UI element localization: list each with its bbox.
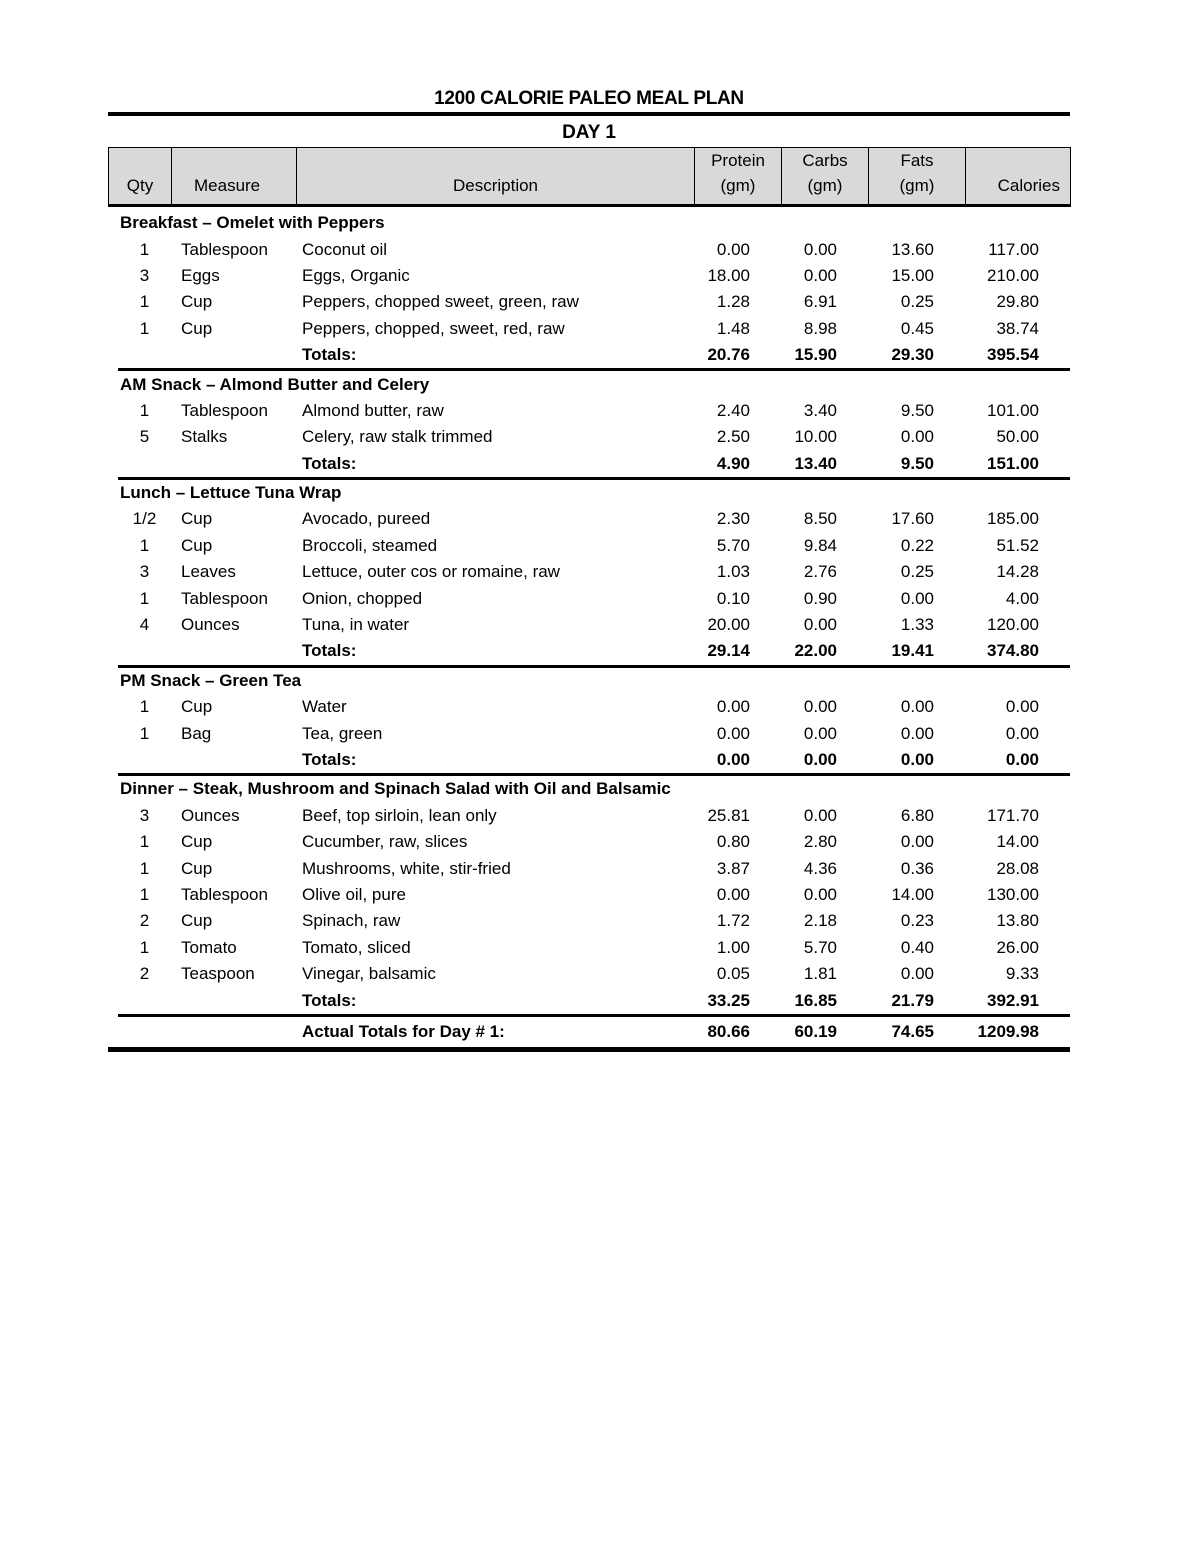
description-cell: Almond butter, raw [302, 400, 444, 420]
empty-cell [118, 638, 171, 666]
fats-cell: 14.00 [891, 884, 934, 904]
fats-cell: 0.00 [900, 832, 934, 852]
carbs-total: 13.40 [781, 451, 868, 479]
section-totals-row [108, 342, 1070, 370]
spacer-cell [108, 908, 118, 934]
spacer-cell [108, 236, 118, 262]
spacer-cell [108, 533, 118, 559]
carbs-cell: 9.84 [803, 535, 837, 555]
spacer-cell [108, 855, 118, 881]
calories-cell: 101.00 [987, 400, 1039, 420]
fats-cell: 0.00 [900, 964, 934, 984]
calories-total: 151.00 [965, 451, 1070, 479]
food-item-row [108, 694, 1070, 720]
measure-cell: Cup [181, 535, 213, 555]
carbs-cell: 10.00 [794, 427, 837, 447]
header-protein: Protein (gm) [695, 148, 782, 206]
meal-plan-table [108, 210, 1070, 1052]
description-cell: Lettuce, outer cos or romaine, raw [302, 562, 560, 582]
description-cell: Tomato, sliced [302, 937, 411, 957]
spacer-cell [108, 316, 118, 342]
description-cell: Spinach, raw [302, 911, 401, 931]
carbs-cell: 4.36 [803, 858, 837, 878]
description-cell: Celery, raw stalk trimmed [302, 427, 493, 447]
spacer-cell [108, 451, 118, 479]
protein-cell: 0.10 [716, 588, 750, 608]
spacer-cell [108, 289, 118, 315]
carbs-cell: 5.70 [803, 937, 837, 957]
calories-total: 0.00 [965, 747, 1070, 775]
protein-cell: 3.87 [716, 858, 750, 878]
protein-cell: 1.00 [716, 937, 750, 957]
header-description: Description [297, 148, 695, 206]
carbs-cell: 0.00 [803, 805, 837, 825]
qty-cell: 1 [139, 884, 150, 904]
measure-cell: Ounces [181, 805, 240, 825]
description-cell: Vinegar, balsamic [302, 964, 436, 984]
calories-cell: 185.00 [987, 509, 1039, 529]
measure-cell: Tablespoon [181, 588, 268, 608]
calories-total: 392.91 [965, 987, 1070, 1015]
calories-cell: 51.52 [996, 535, 1039, 555]
qty-cell: 1 [139, 858, 150, 878]
carbs-cell: 1.81 [803, 964, 837, 984]
grand-total-label: Actual Totals for Day # 1: [294, 1015, 694, 1049]
fats-cell: 0.25 [900, 292, 934, 312]
carbs-cell: 0.90 [803, 588, 837, 608]
spacer-cell [108, 398, 118, 424]
spacer-cell [108, 478, 118, 506]
spacer-cell [108, 829, 118, 855]
spacer-cell [108, 961, 118, 987]
spacer-cell [108, 720, 118, 746]
carbs-cell: 0.00 [803, 697, 837, 717]
carbs-cell: 0.00 [803, 723, 837, 743]
section-totals-row [108, 451, 1070, 479]
section-title-row [108, 210, 1070, 236]
calories-cell: 210.00 [987, 265, 1039, 285]
column-header-table [108, 147, 1071, 207]
fats-total: 21.79 [868, 987, 965, 1015]
grand-total-fats: 74.65 [868, 1015, 965, 1049]
food-item-row [108, 961, 1070, 987]
calories-cell: 28.08 [996, 858, 1039, 878]
protein-cell: 0.00 [716, 239, 750, 259]
description-cell: Coconut oil [302, 239, 388, 259]
fats-cell: 13.60 [891, 239, 934, 259]
section-totals-row [108, 747, 1070, 775]
carbs-cell: 2.76 [803, 562, 837, 582]
spacer-cell [108, 1015, 118, 1049]
header-calories: Calories [966, 148, 1071, 206]
food-item-row [108, 612, 1070, 638]
carbs-cell: 3.40 [803, 400, 837, 420]
carbs-cell: 2.80 [803, 832, 837, 852]
measure-cell: Cup [181, 292, 213, 312]
fats-cell: 9.50 [900, 400, 934, 420]
protein-total: 33.25 [694, 987, 781, 1015]
spacer-cell [108, 424, 118, 450]
description-cell: Beef, top sirloin, lean only [302, 805, 497, 825]
fats-cell: 17.60 [891, 509, 934, 529]
measure-cell: Cup [181, 858, 213, 878]
grand-total-carbs: 60.19 [781, 1015, 868, 1049]
calories-cell: 14.28 [996, 562, 1039, 582]
protein-cell: 1.48 [716, 318, 750, 338]
measure-cell: Eggs [181, 265, 220, 285]
spacer-cell [108, 210, 118, 236]
empty-cell [171, 1015, 294, 1049]
measure-cell: Tablespoon [181, 884, 268, 904]
qty-cell: 1 [139, 318, 150, 338]
calories-total: 395.54 [965, 342, 1070, 370]
spacer-cell [108, 775, 118, 803]
totals-label: Totals: [294, 747, 694, 775]
measure-cell: Cup [181, 911, 213, 931]
measure-cell: Leaves [181, 562, 236, 582]
qty-cell: 1 [139, 535, 150, 555]
food-item-row [108, 908, 1070, 934]
description-cell: Peppers, chopped, sweet, red, raw [302, 318, 565, 338]
description-cell: Onion, chopped [302, 588, 423, 608]
section-title: Breakfast – Omelet with Peppers [120, 213, 385, 233]
food-item-row [108, 533, 1070, 559]
description-cell: Avocado, pureed [302, 509, 431, 529]
spacer-cell [108, 694, 118, 720]
food-item-row [108, 398, 1070, 424]
food-item-row [108, 316, 1070, 342]
qty-cell: 1 [139, 832, 150, 852]
carbs-total: 22.00 [781, 638, 868, 666]
empty-cell [171, 747, 294, 775]
fats-cell: 0.22 [900, 535, 934, 555]
header-carbs: Carbs (gm) [782, 148, 869, 206]
food-item-row [108, 236, 1070, 262]
food-item-row [108, 263, 1070, 289]
empty-cell [171, 638, 294, 666]
spacer-cell [108, 638, 118, 666]
protein-cell: 0.05 [716, 964, 750, 984]
calories-cell: 38.74 [996, 318, 1039, 338]
protein-cell: 20.00 [707, 615, 750, 635]
section-title: AM Snack – Almond Butter and Celery [120, 374, 430, 394]
spacer-cell [108, 370, 118, 398]
food-item-row [108, 424, 1070, 450]
protein-total: 4.90 [694, 451, 781, 479]
header-qty: Qty [109, 148, 172, 206]
food-item-row [108, 803, 1070, 829]
qty-cell: 1 [139, 588, 150, 608]
protein-total: 29.14 [694, 638, 781, 666]
qty-cell: 1 [139, 723, 150, 743]
carbs-cell: 0.00 [803, 265, 837, 285]
measure-cell: Tablespoon [181, 239, 268, 259]
protein-total: 20.76 [694, 342, 781, 370]
fats-cell: 1.33 [900, 615, 934, 635]
calories-cell: 29.80 [996, 292, 1039, 312]
spacer-cell [108, 803, 118, 829]
food-item-row [108, 935, 1070, 961]
calories-cell: 14.00 [996, 832, 1039, 852]
food-item-row [108, 585, 1070, 611]
fats-cell: 0.00 [900, 588, 934, 608]
measure-cell: Tablespoon [181, 400, 268, 420]
qty-cell: 1 [139, 697, 150, 717]
food-item-row [108, 829, 1070, 855]
header-row [109, 148, 1071, 206]
spacer-cell [108, 612, 118, 638]
protein-cell: 1.72 [716, 911, 750, 931]
measure-cell: Bag [181, 723, 212, 743]
qty-cell: 4 [139, 615, 150, 635]
fats-cell: 0.00 [900, 697, 934, 717]
grand-total-row [108, 1015, 1070, 1049]
fats-cell: 0.00 [900, 723, 934, 743]
qty-cell: 1 [139, 400, 150, 420]
fats-cell: 15.00 [891, 265, 934, 285]
calories-cell: 0.00 [1005, 697, 1039, 717]
section-title: Lunch – Lettuce Tuna Wrap [120, 483, 342, 503]
qty-cell: 3 [139, 562, 150, 582]
carbs-cell: 0.00 [803, 615, 837, 635]
calories-cell: 26.00 [996, 937, 1039, 957]
calories-cell: 0.00 [1005, 723, 1039, 743]
title-divider [108, 112, 1070, 116]
fats-cell: 0.25 [900, 562, 934, 582]
calories-cell: 13.80 [996, 911, 1039, 931]
fats-cell: 0.40 [900, 937, 934, 957]
protein-cell: 18.00 [707, 265, 750, 285]
description-cell: Peppers, chopped sweet, green, raw [302, 292, 579, 312]
description-cell: Tea, green [302, 723, 383, 743]
fats-total: 9.50 [868, 451, 965, 479]
spacer-cell [108, 987, 118, 1015]
section-title: Dinner – Steak, Mushroom and Spinach Salad with Oil and Balsamic [120, 779, 671, 799]
spacer-cell [108, 506, 118, 532]
spacer-cell [108, 882, 118, 908]
spacer-cell [108, 342, 118, 370]
qty-cell: 1 [139, 292, 150, 312]
description-cell: Olive oil, pure [302, 884, 406, 904]
qty-cell: 3 [139, 805, 150, 825]
protein-cell: 2.40 [716, 400, 750, 420]
calories-cell: 9.33 [1005, 964, 1039, 984]
page-title: 1200 CALORIE PALEO MEAL PLAN [434, 88, 744, 109]
section-title-row [108, 775, 1070, 803]
measure-cell: Stalks [181, 427, 228, 447]
header-fats: Fats (gm) [869, 148, 966, 206]
grand-total-calories: 1209.98 [965, 1015, 1070, 1049]
carbs-total: 16.85 [781, 987, 868, 1015]
totals-label: Totals: [294, 342, 694, 370]
protein-total: 0.00 [694, 747, 781, 775]
description-cell: Eggs, Organic [302, 265, 410, 285]
carbs-cell: 0.00 [803, 239, 837, 259]
measure-cell: Tomato [181, 937, 237, 957]
fats-cell: 0.23 [900, 911, 934, 931]
carbs-cell: 6.91 [803, 292, 837, 312]
calories-total: 374.80 [965, 638, 1070, 666]
qty-cell: 1 [139, 239, 150, 259]
grand-total-protein: 80.66 [694, 1015, 781, 1049]
empty-cell [118, 987, 171, 1015]
spacer-cell [108, 747, 118, 775]
fats-cell: 0.45 [900, 318, 934, 338]
spacer-cell [108, 585, 118, 611]
calories-cell: 50.00 [996, 427, 1039, 447]
qty-cell: 5 [139, 427, 150, 447]
protein-cell: 25.81 [707, 805, 750, 825]
protein-cell: 2.50 [716, 427, 750, 447]
spacer-cell [108, 935, 118, 961]
measure-cell: Cup [181, 318, 213, 338]
section-title-row [108, 478, 1070, 506]
food-item-row [108, 559, 1070, 585]
protein-cell: 0.00 [716, 697, 750, 717]
qty-cell: 2 [139, 911, 150, 931]
carbs-total: 0.00 [781, 747, 868, 775]
carbs-cell: 0.00 [803, 884, 837, 904]
totals-label: Totals: [294, 451, 694, 479]
protein-cell: 0.80 [716, 832, 750, 852]
fats-cell: 6.80 [900, 805, 934, 825]
measure-cell: Cup [181, 509, 213, 529]
empty-cell [118, 747, 171, 775]
spacer-cell [108, 666, 118, 694]
food-item-row [108, 855, 1070, 881]
calories-cell: 171.70 [987, 805, 1039, 825]
qty-cell: 1/2 [132, 509, 157, 529]
section-totals-row [108, 987, 1070, 1015]
carbs-cell: 8.98 [803, 318, 837, 338]
protein-cell: 0.00 [716, 723, 750, 743]
empty-cell [118, 342, 171, 370]
calories-cell: 120.00 [987, 615, 1039, 635]
section-totals-row [108, 638, 1070, 666]
carbs-cell: 2.18 [803, 911, 837, 931]
food-item-row [108, 720, 1070, 746]
fats-cell: 0.36 [900, 858, 934, 878]
totals-label: Totals: [294, 987, 694, 1015]
protein-cell: 0.00 [716, 884, 750, 904]
description-cell: Broccoli, steamed [302, 535, 438, 555]
protein-cell: 2.30 [716, 509, 750, 529]
protein-cell: 1.28 [716, 292, 750, 312]
carbs-cell: 8.50 [803, 509, 837, 529]
food-item-row [108, 882, 1070, 908]
qty-cell: 1 [139, 937, 150, 957]
measure-cell: Ounces [181, 615, 240, 635]
description-cell: Mushrooms, white, stir-fried [302, 858, 511, 878]
day-title: DAY 1 [562, 122, 616, 143]
empty-cell [171, 451, 294, 479]
totals-label: Totals: [294, 638, 694, 666]
fats-cell: 0.00 [900, 427, 934, 447]
description-cell: Cucumber, raw, slices [302, 832, 468, 852]
spacer-cell [108, 559, 118, 585]
calories-cell: 117.00 [988, 239, 1039, 259]
empty-cell [118, 451, 171, 479]
qty-cell: 2 [139, 964, 150, 984]
food-item-row [108, 506, 1070, 532]
empty-cell [118, 1015, 171, 1049]
calories-cell: 130.00 [987, 884, 1039, 904]
section-title-row [108, 370, 1070, 398]
food-item-row [108, 289, 1070, 315]
protein-cell: 1.03 [716, 562, 750, 582]
section-title-row [108, 666, 1070, 694]
measure-cell: Teaspoon [181, 964, 255, 984]
fats-total: 0.00 [868, 747, 965, 775]
spacer-cell [108, 263, 118, 289]
section-title: PM Snack – Green Tea [120, 670, 302, 690]
calories-cell: 4.00 [1005, 588, 1039, 608]
measure-cell: Cup [181, 832, 213, 852]
carbs-total: 15.90 [781, 342, 868, 370]
fats-total: 19.41 [868, 638, 965, 666]
qty-cell: 3 [139, 265, 150, 285]
fats-total: 29.30 [868, 342, 965, 370]
description-cell: Tuna, in water [302, 615, 410, 635]
measure-cell: Cup [181, 697, 213, 717]
description-cell: Water [302, 697, 347, 717]
protein-cell: 5.70 [716, 535, 750, 555]
empty-cell [171, 987, 294, 1015]
empty-cell [171, 342, 294, 370]
header-measure: Measure [172, 148, 297, 206]
